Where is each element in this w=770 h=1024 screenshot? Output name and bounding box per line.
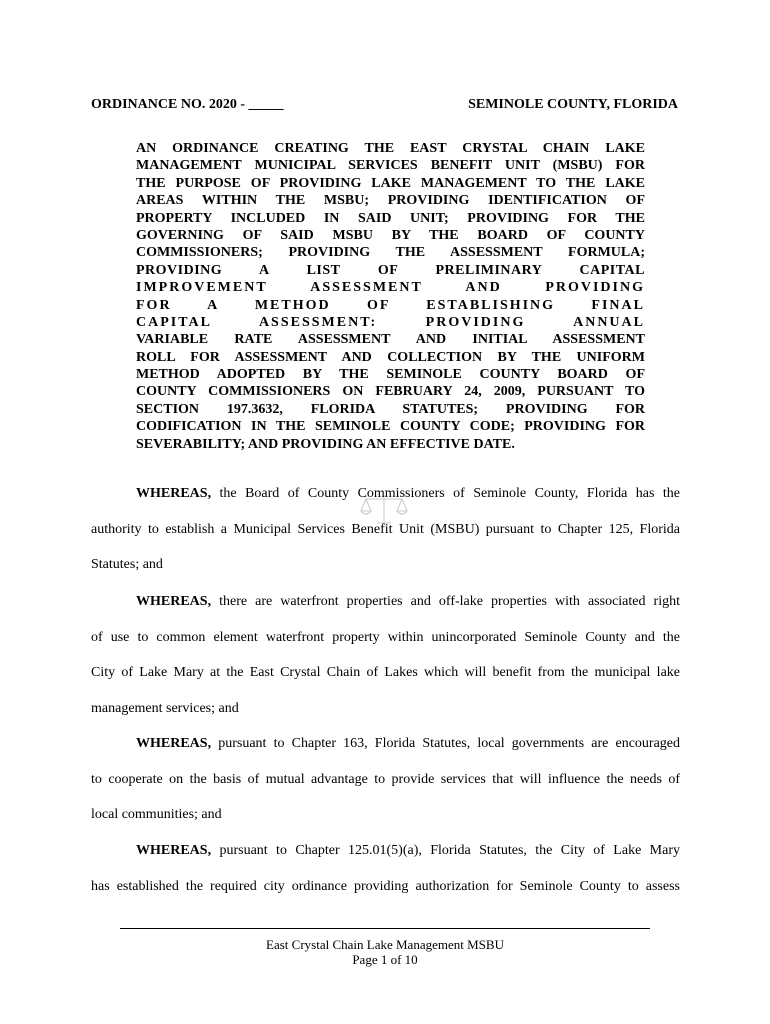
whereas-lead: WHEREAS,: [136, 843, 212, 858]
whereas-lead: WHEREAS,: [136, 594, 212, 609]
title-line: ROLL FOR ASSESSMENT AND COLLECTION BY THE UNIFORM: [136, 349, 645, 365]
paragraph-line: Statutes; and: [91, 557, 163, 572]
paragraph-line: authority to establish a Municipal Services Benefit Unit (MSBU) pursuant to Chapter 125, Florida: [91, 521, 680, 537]
page-number: Page 1 of 10: [352, 952, 418, 967]
paragraph-line: [91, 842, 680, 878]
paragraph-text: pursuant to Chapter 163, Florida Statutes, local governments are encouraged: [211, 736, 680, 751]
page-footer: [120, 928, 650, 967]
paragraph-text: the Board of County Commissioners of Seminole County, Florida has the: [211, 486, 680, 501]
title-line: GOVERNING OF SAID MSBU BY THE BOARD OF COUNTY: [136, 227, 645, 243]
title-line: COUNTY COMMISSIONERS ON FEBRUARY 24, 2009, PURSUANT TO: [136, 384, 645, 400]
title-line: IMPROVEMENT ASSESSMENT AND PROVIDING: [136, 280, 645, 296]
title-line: VARIABLE RATE ASSESSMENT AND INITIAL ASSESSMENT: [136, 332, 645, 348]
title-line: MANAGEMENT MUNICIPAL SERVICES BENEFIT UNIT (MSBU) FOR: [136, 158, 645, 174]
title-line: SEVERABILITY; AND PROVIDING AN EFFECTIVE DATE.: [136, 436, 515, 452]
title-line: AREAS WITHIN THE MSBU; PROVIDING IDENTIFICATION OF: [136, 193, 645, 209]
title-line: CAPITAL ASSESSMENT: PROVIDING ANNUAL: [136, 314, 645, 330]
paragraph-text: there are waterfront properties and off-lake properties with associated right: [211, 594, 680, 609]
paragraph-4: [91, 842, 680, 913]
title-line: METHOD ADOPTED BY THE SEMINOLE COUNTY BOARD OF: [136, 367, 645, 383]
footer-divider: [120, 928, 650, 929]
title-line: FOR A METHOD OF ESTABLISHING FINAL: [136, 297, 645, 313]
title-line: PROVIDING A LIST OF PRELIMINARY CAPITAL: [136, 262, 645, 278]
paragraph-1: [91, 485, 680, 592]
paragraph-line: local communities; and: [91, 807, 222, 822]
title-line: COMMISSIONERS; PROVIDING THE ASSESSMENT FORMULA;: [136, 245, 645, 261]
title-line: CODIFICATION IN THE SEMINOLE COUNTY CODE; PROVIDING FOR: [136, 419, 645, 435]
paragraph-3: [91, 735, 680, 842]
footer-title: East Crystal Chain Lake Management MSBU: [266, 937, 504, 952]
paragraph-line: to cooperate on the basis of mutual advantage to provide services that will influence the needs of: [91, 771, 680, 787]
paragraph-2: [91, 593, 680, 735]
title-line: AN ORDINANCE CREATING THE EAST CRYSTAL CHAIN LAKE: [136, 141, 645, 156]
title-line: PROPERTY INCLUDED IN SAID UNIT; PROVIDING FOR THE: [136, 210, 645, 226]
title-line: SECTION 197.3632, FLORIDA STATUTES; PROVIDING FOR: [136, 401, 645, 417]
paragraph-line: [91, 735, 680, 771]
paragraph-line: City of Lake Mary at the East Crystal Chain of Lakes which will benefit from the municipal lake: [91, 665, 680, 680]
ordinance-title: [136, 140, 645, 453]
paragraph-line: management services; and: [91, 700, 239, 716]
paragraph-line: has established the required city ordinance providing authorization for Seminole County to assess: [91, 878, 680, 894]
whereas-lead: WHEREAS,: [136, 736, 212, 751]
paragraph-line: of use to common element waterfront property within unincorporated Seminole County and the: [91, 629, 680, 645]
title-line: THE PURPOSE OF PROVIDING LAKE MANAGEMENT TO THE LAKE: [136, 175, 645, 191]
paragraph-line: [91, 593, 680, 629]
whereas-lead: WHEREAS,: [136, 486, 212, 501]
ordinance-number: ORDINANCE NO. 2020 - _____: [91, 97, 284, 112]
paragraph-text: pursuant to Chapter 125.01(5)(a), Florida Statutes, the City of Lake Mary: [211, 843, 680, 858]
paragraph-line: [91, 485, 680, 521]
county-heading: SEMINOLE COUNTY, FLORIDA: [468, 97, 678, 112]
